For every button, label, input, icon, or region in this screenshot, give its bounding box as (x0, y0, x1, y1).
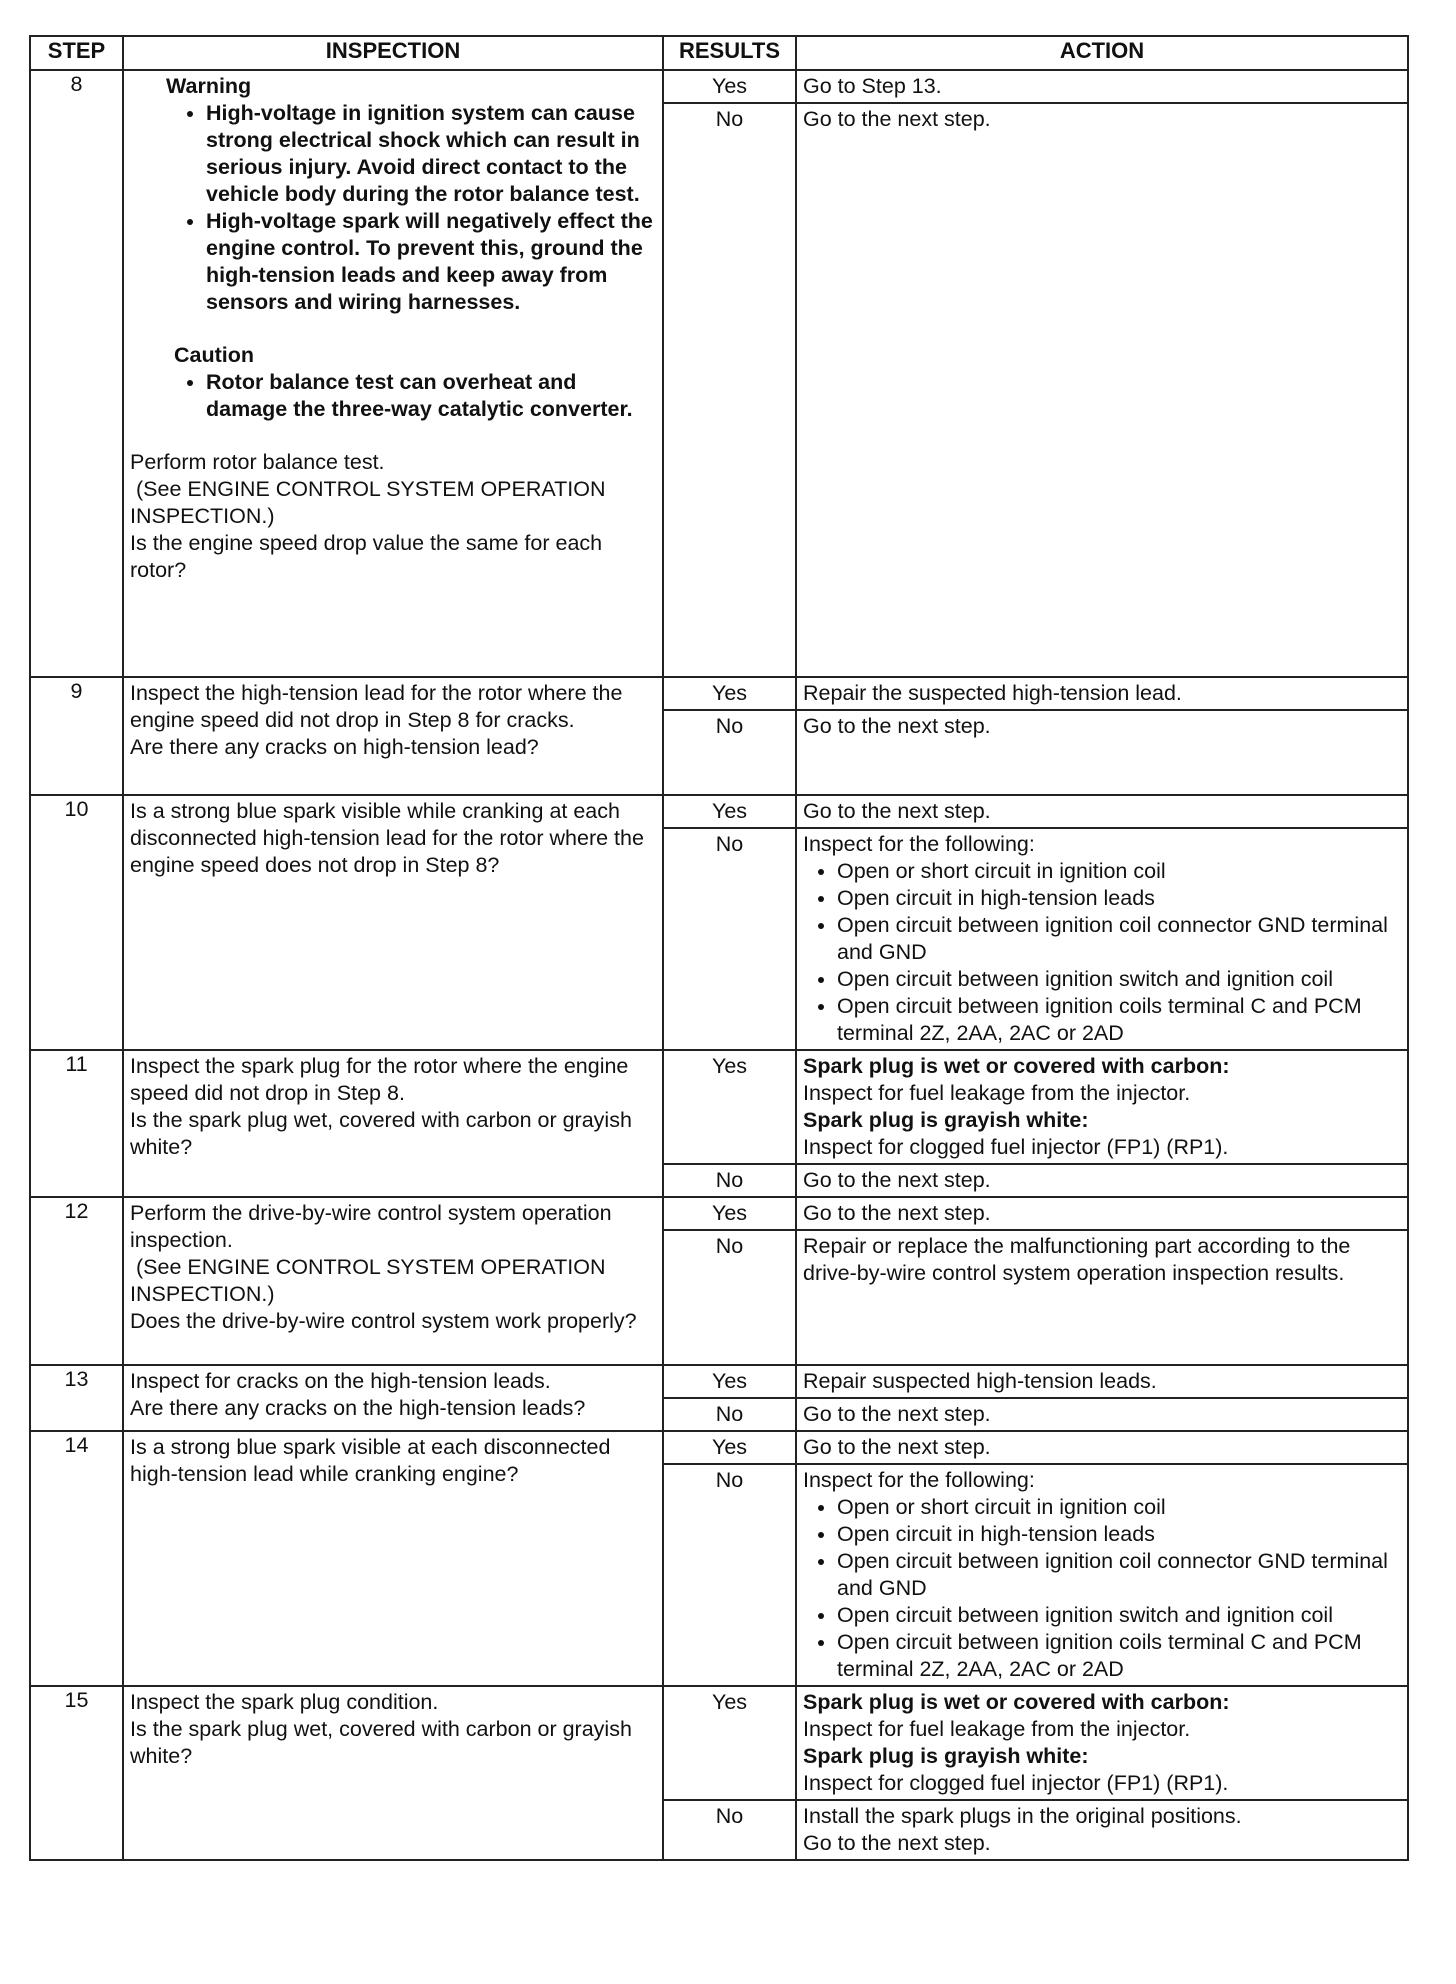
plug-wet-text: Inspect for fuel leakage from the injector. (803, 1081, 1191, 1105)
troubleshooting-table (29, 35, 1409, 1861)
warning-item: • High-voltage in ignition system can cause strong electrical shock which can result in serious injury. Avoid direct contact to the vehicle body during the rotor balance test. (206, 100, 656, 208)
action-no (796, 1800, 1408, 1860)
inspection-line: Inspect the spark plug for the rotor where the engine speed did not drop in Step 8. (130, 1054, 629, 1105)
inspection-line: Are there any cracks on high-tension lead? (130, 735, 539, 759)
inspection-line: Perform the drive-by-wire control system operation inspection. (130, 1201, 612, 1252)
inspection-line: Is the spark plug wet, covered with carbon or grayish white? (130, 1108, 632, 1159)
inspection-line: (See ENGINE CONTROL SYSTEM OPERATION INSPECTION.) (130, 1255, 612, 1306)
check-item: • Open circuit between ignition switch and ignition coil (837, 966, 1401, 993)
plug-wet-text: Inspect for fuel leakage from the injector. (803, 1717, 1191, 1741)
plug-wet-heading: Spark plug is wet or covered with carbon: (803, 1690, 1230, 1714)
result-no: No (663, 1464, 796, 1686)
check-item: • Open circuit between ignition coils terminal C and PCM terminal 2Z, 2AA, 2AC or 2AD (837, 993, 1401, 1047)
action-yes (796, 1050, 1408, 1164)
step-number: 12 (30, 1197, 123, 1365)
caution-item: • Rotor balance test can overheat and damage the three-way catalytic converter. (206, 369, 656, 423)
result-no: No (663, 103, 796, 677)
check-item: • Open circuit between ignition coils terminal C and PCM terminal 2Z, 2AA, 2AC or 2AD (837, 1629, 1401, 1683)
action-no: Repair or replace the malfunctioning part according to the drive-by-wire control system operation inspection results. (796, 1230, 1408, 1365)
step-number: 14 (30, 1431, 123, 1686)
caution-title: Caution (174, 343, 255, 367)
result-yes: Yes (663, 795, 796, 828)
step-8-inspection (123, 70, 663, 677)
action-yes: Go to the next step. (796, 795, 1408, 828)
step-9-inspection (123, 677, 663, 795)
action-no: Go to the next step. (796, 710, 1408, 795)
step-number: 15 (30, 1686, 123, 1860)
header-row (30, 36, 1408, 70)
check-list (803, 858, 1401, 1047)
step-13-yes-row (30, 1365, 1408, 1398)
result-no: No (663, 1164, 796, 1197)
check-item: • Open circuit in high-tension leads (837, 1521, 1401, 1548)
step-15-yes-row (30, 1686, 1408, 1800)
inspection-line: Inspect for cracks on the high-tension leads. (130, 1369, 551, 1393)
action-yes: Repair suspected high-tension leads. (796, 1365, 1408, 1398)
action-yes: Go to Step 13. (796, 70, 1408, 103)
step-8-yes-row (30, 70, 1408, 103)
step-10-inspection (123, 795, 663, 1050)
result-yes: Yes (663, 1197, 796, 1230)
warning-title: Warning (166, 74, 252, 98)
result-yes: Yes (663, 1686, 796, 1800)
plug-wet-heading: Spark plug is wet or covered with carbon: (803, 1054, 1230, 1078)
check-item: • Open circuit between ignition coil connector GND terminal and GND (837, 912, 1401, 966)
action-no: Go to the next step. (796, 1398, 1408, 1431)
plug-gray-heading: Spark plug is grayish white: (803, 1744, 1089, 1768)
action-yes (796, 1686, 1408, 1800)
action-no (796, 1464, 1408, 1686)
check-item: • Open or short circuit in ignition coil (837, 1494, 1401, 1521)
step-15-inspection (123, 1686, 663, 1860)
check-item: • Open circuit between ignition coil connector GND terminal and GND (837, 1548, 1401, 1602)
step-number: 11 (30, 1050, 123, 1197)
action-no: Go to the next step. (796, 1164, 1408, 1197)
action-no (796, 828, 1408, 1050)
action-intro: Inspect for the following: (803, 1468, 1035, 1492)
warning-item: • High-voltage spark will negatively effect the engine control. To prevent this, ground the high-tension leads and keep away from sensors and wiring harnesses. (206, 208, 656, 316)
inspection-line: Does the drive-by-wire control system work properly? (130, 1309, 637, 1333)
step-11-inspection (123, 1050, 663, 1197)
result-no: No (663, 1800, 796, 1860)
step-number: 9 (30, 677, 123, 795)
action-no: Go to the next step. (796, 103, 1408, 677)
check-item: • Open or short circuit in ignition coil (837, 858, 1401, 885)
step-14-inspection (123, 1431, 663, 1686)
step-13-inspection (123, 1365, 663, 1431)
result-yes: Yes (663, 677, 796, 710)
warning-list (130, 100, 656, 316)
header-step: STEP (30, 36, 123, 70)
result-no: No (663, 1398, 796, 1431)
step-9-yes-row (30, 677, 1408, 710)
header-results: RESULTS (663, 36, 796, 70)
result-no: No (663, 710, 796, 795)
inspection-line: (See ENGINE CONTROL SYSTEM OPERATION INSPECTION.) (130, 477, 612, 528)
inspection-line: Perform rotor balance test. (130, 450, 385, 474)
step-12-yes-row (30, 1197, 1408, 1230)
inspection-line: Is a strong blue spark visible while cranking at each disconnected high-tension lead for the rotor where the engine speed does not drop in Step 8? (130, 799, 644, 877)
action-yes: Go to the next step. (796, 1197, 1408, 1230)
plug-gray-text: Inspect for clogged fuel injector (FP1) (RP1). (803, 1771, 1229, 1795)
action-intro: Inspect for the following: (803, 832, 1035, 856)
action-line: Install the spark plugs in the original positions. (803, 1804, 1242, 1828)
inspection-line: Is the engine speed drop value the same for each rotor? (130, 531, 603, 582)
result-yes: Yes (663, 1365, 796, 1398)
action-yes: Repair the suspected high-tension lead. (796, 677, 1408, 710)
result-yes: Yes (663, 1431, 796, 1464)
step-10-yes-row (30, 795, 1408, 828)
inspection-line: Inspect the high-tension lead for the rotor where the engine speed did not drop in Step 8 for cracks. (130, 681, 623, 732)
result-yes: Yes (663, 70, 796, 103)
result-yes: Yes (663, 1050, 796, 1164)
step-14-yes-row (30, 1431, 1408, 1464)
action-line: Go to the next step. (803, 1831, 991, 1855)
inspection-line: Is the spark plug wet, covered with carbon or grayish white? (130, 1717, 632, 1768)
header-inspection: INSPECTION (123, 36, 663, 70)
inspection-line: Is a strong blue spark visible at each disconnected high-tension lead while cranking engine? (130, 1435, 611, 1486)
step-number: 10 (30, 795, 123, 1050)
step-number: 8 (30, 70, 123, 677)
step-number: 13 (30, 1365, 123, 1431)
check-list (803, 1494, 1401, 1683)
result-no: No (663, 1230, 796, 1365)
plug-gray-text: Inspect for clogged fuel injector (FP1) (RP1). (803, 1135, 1229, 1159)
plug-gray-heading: Spark plug is grayish white: (803, 1108, 1089, 1132)
step-12-inspection (123, 1197, 663, 1365)
inspection-line: Inspect the spark plug condition. (130, 1690, 439, 1714)
action-yes: Go to the next step. (796, 1431, 1408, 1464)
check-item: • Open circuit in high-tension leads (837, 885, 1401, 912)
check-item: • Open circuit between ignition switch and ignition coil (837, 1602, 1401, 1629)
result-no: No (663, 828, 796, 1050)
inspection-line: Are there any cracks on the high-tension leads? (130, 1396, 586, 1420)
header-action: ACTION (796, 36, 1408, 70)
caution-list (130, 369, 656, 423)
step-11-yes-row (30, 1050, 1408, 1164)
